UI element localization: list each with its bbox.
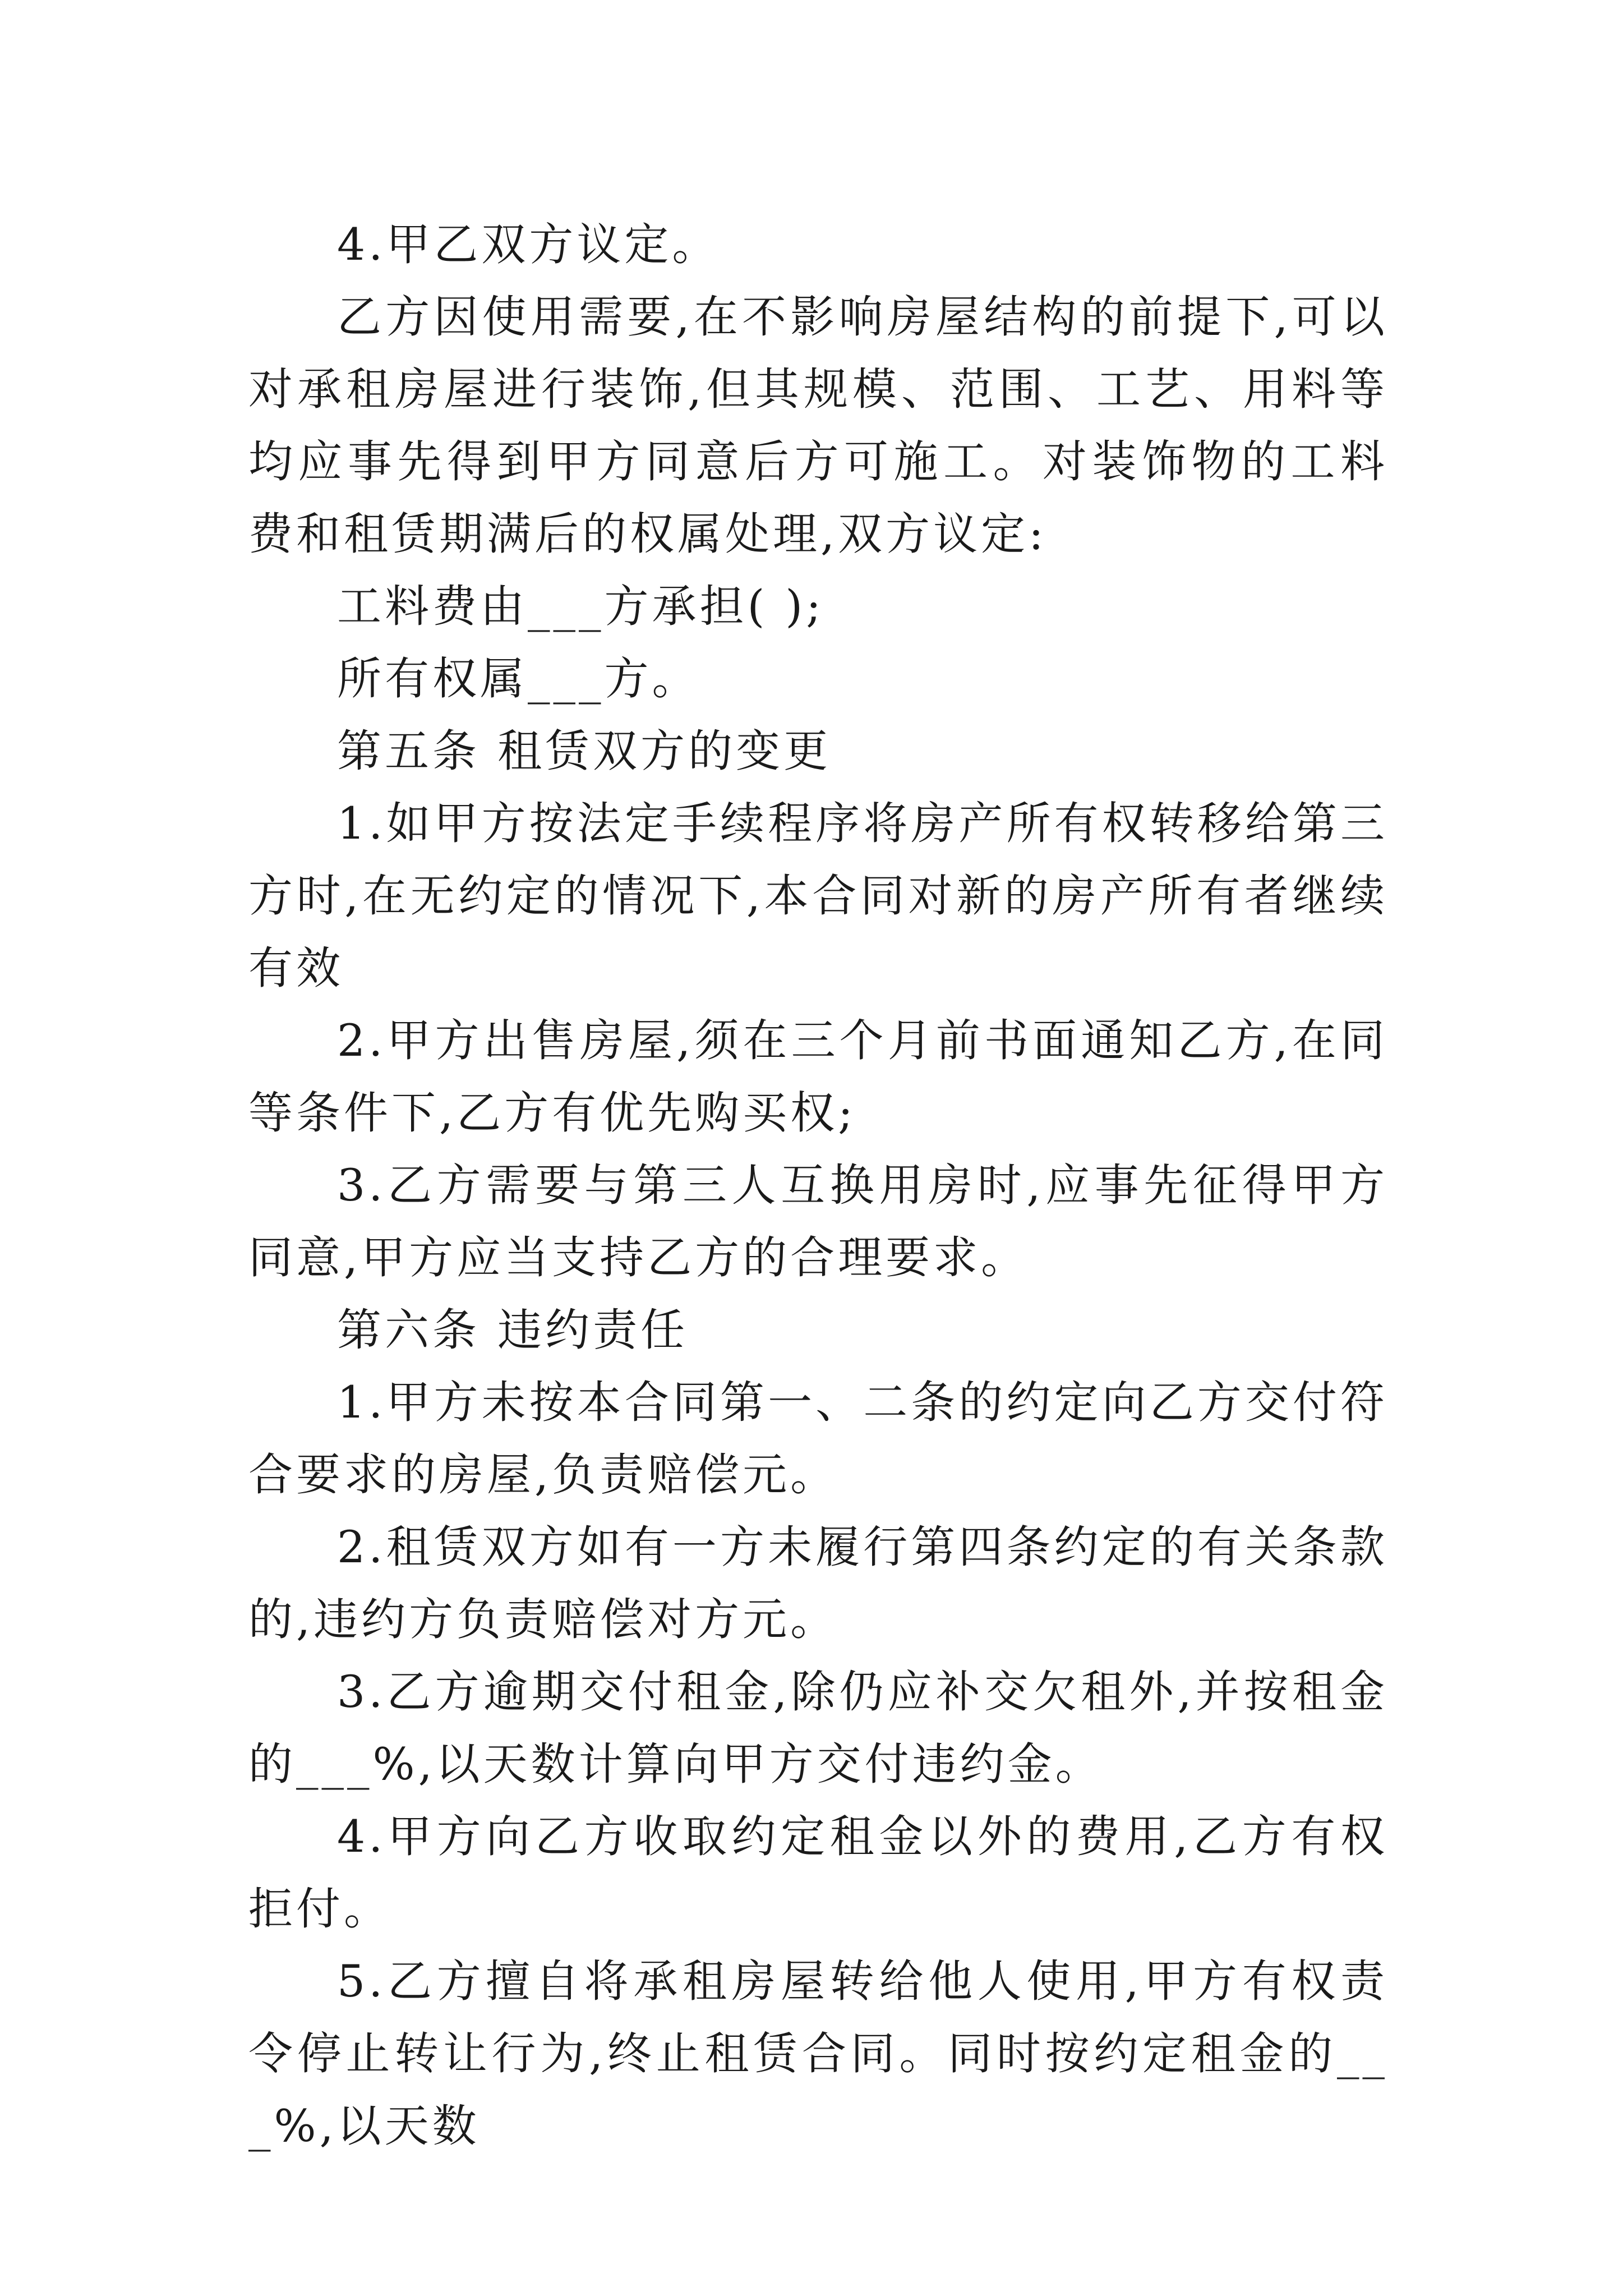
heading-article-6: 第六条 违约责任 xyxy=(337,1304,689,1356)
paragraph-material-cost: 工料费由___方承担( ); xyxy=(337,581,824,632)
paragraph-5-2: 2.甲方出售房屋,须在三个月前书面通知乙方,在同等条件下,乙方有优先购买权; xyxy=(248,1015,1388,1139)
paragraph-6-4: 4.甲方向乙方收取约定租金以外的费用,乙方有权拒付。 xyxy=(248,1811,1388,1935)
paragraph-6-5: 5.乙方擅自将承租房屋转给他人使用,甲方有权责令停止转让行为,终止租赁合同。同时按约定租金的___%,以天数 xyxy=(248,1955,1388,2152)
paragraph-decoration: 乙方因使用需要,在不影响房屋结构的前提下,可以对承租房屋进行装饰,但其规模、范围、工艺、用料等均应事先得到甲方同意后方可施工。对装饰物的工料费和租赁期满后的权属处理,双方议定: xyxy=(248,291,1388,560)
paragraph-4-agreement: 4.甲乙双方议定。 xyxy=(337,219,720,270)
heading-article-5: 第五条 租赁双方的变更 xyxy=(337,725,832,777)
paragraph-6-1: 1.甲方未按本合同第一、二条的约定向乙方交付符合要求的房屋,负责赔偿元。 xyxy=(248,1377,1388,1501)
paragraph-6-3: 3.乙方逾期交付租金,除仍应补交欠租外,并按租金的___%,以天数计算向甲方交付违约金。 xyxy=(248,1666,1388,1790)
contract-body xyxy=(248,209,1388,2162)
paragraph-6-2: 2.租赁双方如有一方未履行第四条约定的有关条款的,违约方负责赔偿对方元。 xyxy=(248,1521,1388,1645)
paragraph-5-1: 1.如甲方按法定手续程序将房产所有权转移给第三方时,在无约定的情况下,本合同对新的房产所有者继续有效 xyxy=(248,798,1388,994)
paragraph-ownership: 所有权属___方。 xyxy=(337,653,700,705)
paragraph-5-3: 3.乙方需要与第三人互换用房时,应事先征得甲方同意,甲方应当支持乙方的合理要求。 xyxy=(248,1159,1388,1283)
